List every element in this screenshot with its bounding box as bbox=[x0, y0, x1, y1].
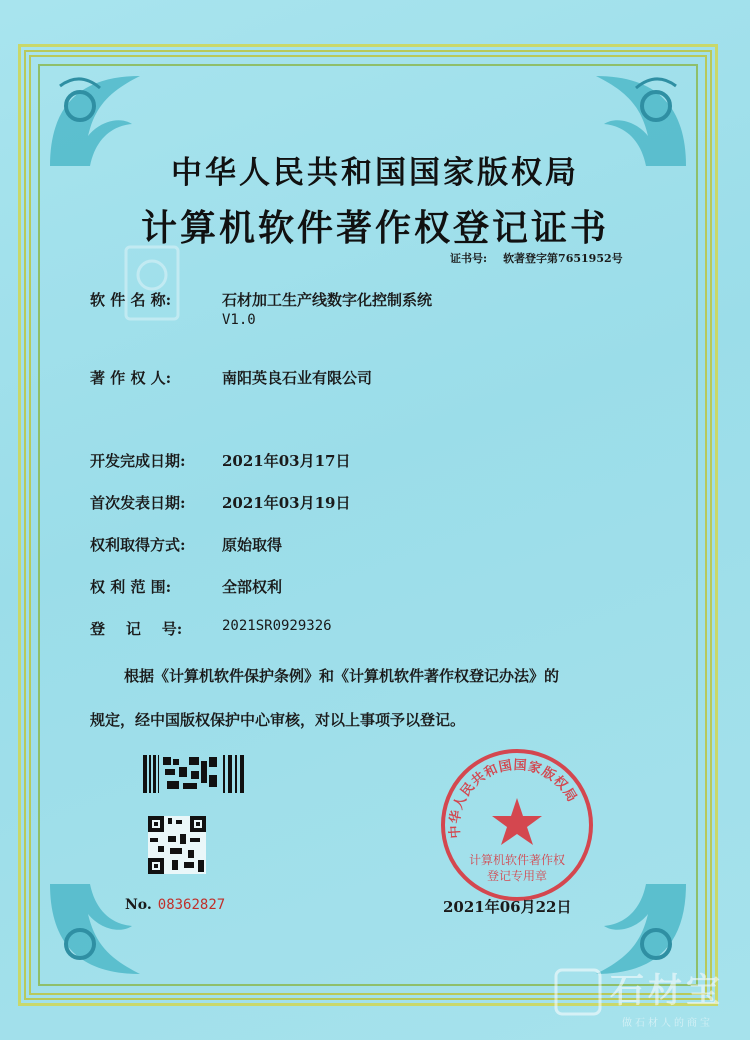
watermark-logo bbox=[548, 962, 738, 1034]
field-copyright-owner bbox=[90, 367, 372, 388]
seal-arc-text: 中华人民共和国国家版权局 bbox=[447, 757, 580, 839]
field-value: 2021年03月19日 bbox=[222, 494, 351, 512]
field-value: 2021年03月17日 bbox=[222, 452, 351, 470]
certificate-title: 计算机软件著作权登记证书 bbox=[140, 207, 609, 249]
seal-line-1: 计算机软件著作权 bbox=[468, 853, 566, 867]
field-value bbox=[222, 289, 432, 328]
issuing-authority: 中华人民共和国国家版权局 bbox=[171, 155, 579, 191]
field-software-name bbox=[90, 289, 432, 328]
certificate-number-value: 软著登字第7651952号 bbox=[503, 252, 623, 265]
watermark-subtext: 做石材人的商宝 bbox=[622, 1018, 713, 1029]
field-label: 软 件 名 称: bbox=[90, 291, 172, 309]
watermark-icon bbox=[556, 970, 600, 1014]
field-label: 开发完成日期: bbox=[90, 452, 186, 470]
field-label: 首次发表日期: bbox=[90, 494, 186, 512]
field-label: 权 利 范 围: bbox=[90, 578, 172, 596]
certificate-number bbox=[450, 250, 623, 266]
field-value: 全部权利 bbox=[222, 578, 283, 596]
field-value: 南阳英良石业有限公司 bbox=[222, 369, 373, 387]
qr-code-icon bbox=[148, 816, 206, 874]
watermark-text: 石材宝 bbox=[610, 971, 724, 1011]
field-acquisition-method bbox=[90, 534, 282, 555]
ornament-corner-bottom-left-icon bbox=[40, 864, 160, 984]
field-value: 原始取得 bbox=[222, 536, 283, 554]
software-version-text: V1.0 bbox=[222, 312, 256, 328]
field-rights-scope bbox=[90, 576, 282, 597]
field-label: 著 作 权 人: bbox=[90, 369, 172, 387]
serial-prefix: No. bbox=[125, 897, 152, 913]
seal-star-icon bbox=[492, 798, 542, 845]
issue-date: 2021年06月22日 bbox=[443, 898, 572, 916]
field-completion-date bbox=[90, 450, 351, 471]
serial-value: 08362827 bbox=[157, 897, 226, 913]
serial-number bbox=[125, 895, 225, 913]
field-label: 权利取得方式: bbox=[90, 536, 186, 554]
field-value: 2021SR0929326 bbox=[222, 618, 332, 634]
field-label: 登 记 号: bbox=[90, 620, 183, 638]
field-publication-date bbox=[90, 492, 351, 513]
software-name-text: 石材加工生产线数字化控制系统 bbox=[222, 291, 433, 309]
seal-line-2: 登记专用章 bbox=[486, 869, 548, 883]
statement-line-1: 根据《计算机软件保护条例》和《计算机软件著作权登记办法》的 bbox=[124, 667, 560, 685]
barcode-icon bbox=[143, 755, 246, 793]
field-registration-number bbox=[90, 618, 332, 639]
statement-line-2: 规定，经中国版权保护中心审核，对以上事项予以登记。 bbox=[90, 711, 466, 729]
certificate-number-label: 证书号: bbox=[450, 252, 488, 265]
official-seal bbox=[438, 746, 596, 904]
